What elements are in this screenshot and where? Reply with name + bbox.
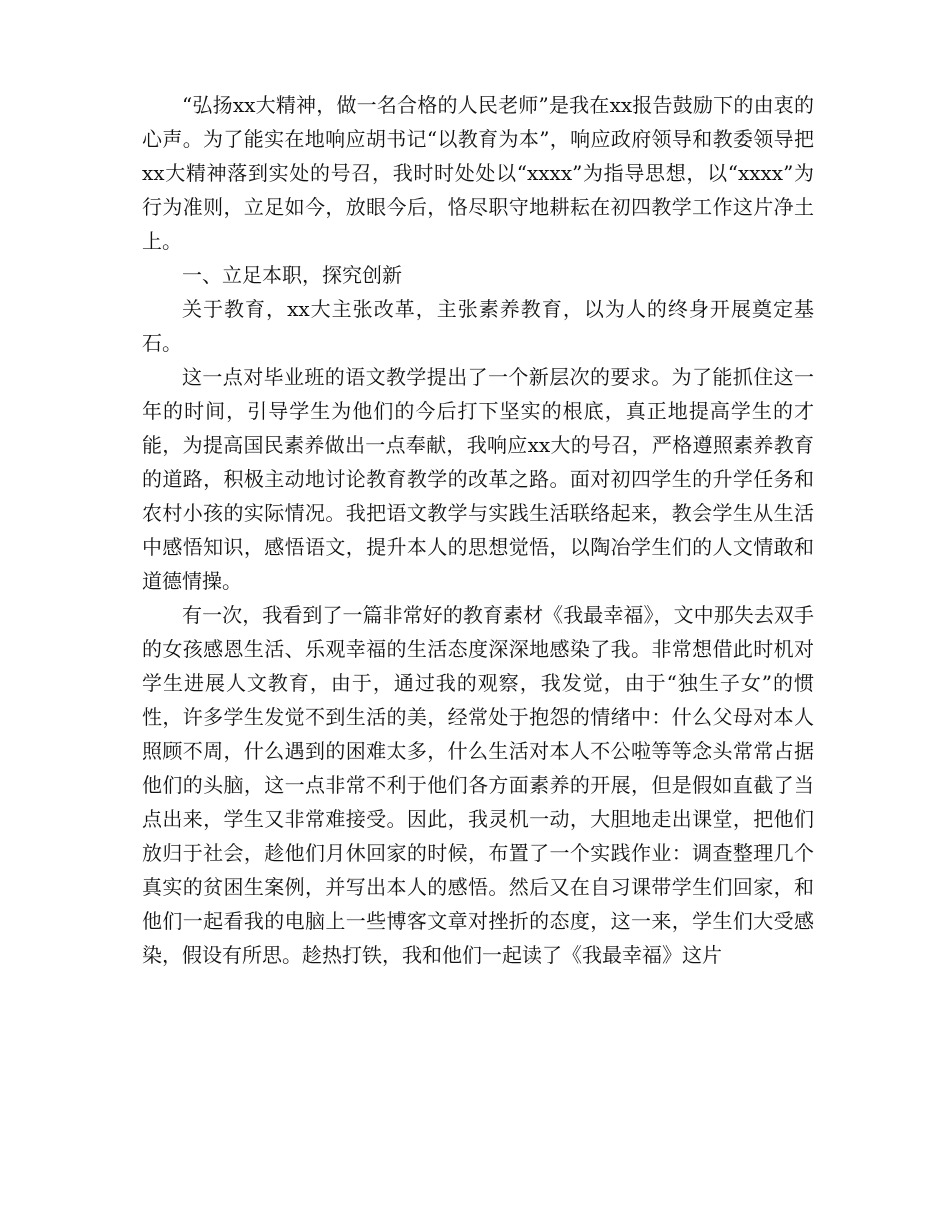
- paragraph-intro: “弘扬xx大精神，做一名合格的人民老师”是我在xx报告鼓励下的由衷的心声。为了能实在地响应胡书记“以教育为本”，响应政府领导和教委领导把xx大精神落到实处的号召，我时时处处以“xxxx”为指导思想，以“xxxx”为行为准则，立足如今，放眼今后，恪尽职守地耕耘在初四教学工作这片净土上。: [142, 93, 814, 253]
- paragraph-story: 有一次，我看到了一篇非常好的教育素材《我最幸福》，文中那失去双手的女孩感恩生活、乐观幸福的生活态度深深地感染了我。非常想借此时机对学生进展人文教育，由于，通过我的观察，我发觉，由于“独生子女”的惯性，许多学生发觉不到生活的美，经常处于抱怨的情绪中：什么父母对本人照顾不周，什么遇到的困难太多，什么生活对本人不公啦等等念头常常占据他们的头脑，这一点非常不利于他们各方面素养的开展，但是假如直截了当点出来，学生又非常难接受。因此，我灵机一动，大胆地走出课堂，把他们放归于社会，趁他们月休回家的时候，布置了一个实践作业：调查整理几个真实的贫困生案例，并写出本人的感悟。然后又在自习课带学生们回家，和他们一起看我的电脑上一些博客文章对挫折的态度，这一来，学生们大受感染，假设有所思。趁热打铁，我和他们一起读了《我最幸福》这片: [142, 603, 814, 967]
- document-page: [142, 88, 814, 972]
- paragraph-teaching: 这一点对毕业班的语文教学提出了一个新层次的要求。为了能抓住这一年的时间，引导学生为他们的今后打下坚实的根底，真正地提高学生的才能，为提高国民素养做出一点奉献，我响应xx大的号召，严格遵照素养教育的道路，积极主动地讨论教育教学的改革之路。面对初四学生的升学任务和农村小孩的实际情况。我把语文教学与实践生活联络起来，教会学生从生活中感悟知识，感悟语文，提升本人的思想觉悟，以陶冶学生们的人文情敢和道德情操。: [142, 365, 814, 593]
- section-heading: 一、立足本职，探究创新: [182, 263, 402, 287]
- paragraph-reform: 关于教育，xx大主张改革，主张素养教育，以为人的终身开展奠定基石。: [142, 297, 814, 355]
